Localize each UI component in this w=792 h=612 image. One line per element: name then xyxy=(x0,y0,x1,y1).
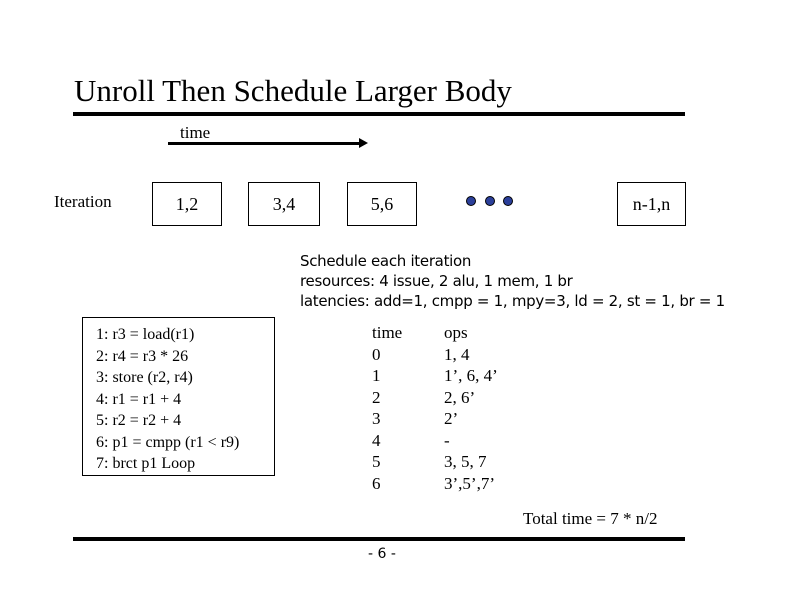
bottom-rule xyxy=(73,537,685,541)
time-cell: 4 xyxy=(372,430,381,450)
iteration-box: n-1,n xyxy=(617,182,686,226)
time-cell: 0 xyxy=(372,344,381,364)
page-number: - 6 - xyxy=(368,546,396,562)
time-cell: 5 xyxy=(372,452,381,471)
ellipsis-dot-icon xyxy=(485,196,495,206)
ellipsis-dot-icon xyxy=(503,196,513,206)
iteration-box: 1,2 xyxy=(152,182,222,226)
code-line: 7: brct p1 Loop xyxy=(96,455,196,472)
time-cell: 6 xyxy=(372,473,381,493)
time-cell: 3 xyxy=(372,409,381,428)
code-line: 2: r4 = r3 * 26 xyxy=(96,347,189,365)
schedule-info-line: resources: 4 issue, 2 alu, 1 mem, 1 br xyxy=(300,272,573,290)
ops-cell: - xyxy=(444,430,450,450)
ops-cell: 2, 6’ xyxy=(444,387,476,407)
time-arrow-icon xyxy=(168,142,360,145)
ops-cell: 2’ xyxy=(444,409,459,428)
top-rule xyxy=(73,112,685,116)
ops-header: ops xyxy=(444,323,468,342)
ops-cell: 1, 4 xyxy=(444,344,470,364)
iteration-box: 5,6 xyxy=(347,182,417,226)
time-header: time xyxy=(372,323,403,342)
code-listing xyxy=(82,317,275,476)
iteration-label: Iteration xyxy=(54,192,112,211)
schedule-time-column xyxy=(372,322,402,494)
code-line: 6: p1 = cmpp (r1 < r9) xyxy=(96,433,240,451)
total-time: Total time = 7 * n/2 xyxy=(523,509,658,528)
schedule-info-line: Schedule each iteration xyxy=(300,252,472,270)
code-line: 3: store (r2, r4) xyxy=(96,369,193,386)
schedule-ops-column xyxy=(444,322,498,494)
iteration-box: 3,4 xyxy=(248,182,320,226)
schedule-info xyxy=(300,251,725,311)
code-line: 4: r1 = r1 + 4 xyxy=(96,390,182,408)
code-line: 5: r2 = r2 + 4 xyxy=(96,412,182,429)
time-cell: 1 xyxy=(372,366,381,385)
time-axis-label: time xyxy=(180,123,211,142)
slide-title: Unroll Then Schedule Larger Body xyxy=(74,73,512,108)
schedule-info-line: latencies: add=1, cmpp = 1, mpy=3, ld = 2, st = 1, br = 1 xyxy=(300,292,725,310)
ops-cell: 1’, 6, 4’ xyxy=(444,366,498,385)
ops-cell: 3, 5, 7 xyxy=(444,452,487,471)
code-line: 1: r3 = load(r1) xyxy=(96,326,195,343)
ellipsis-dot-icon xyxy=(466,196,476,206)
ops-cell: 3’,5’,7’ xyxy=(444,473,495,493)
time-cell: 2 xyxy=(372,387,381,407)
